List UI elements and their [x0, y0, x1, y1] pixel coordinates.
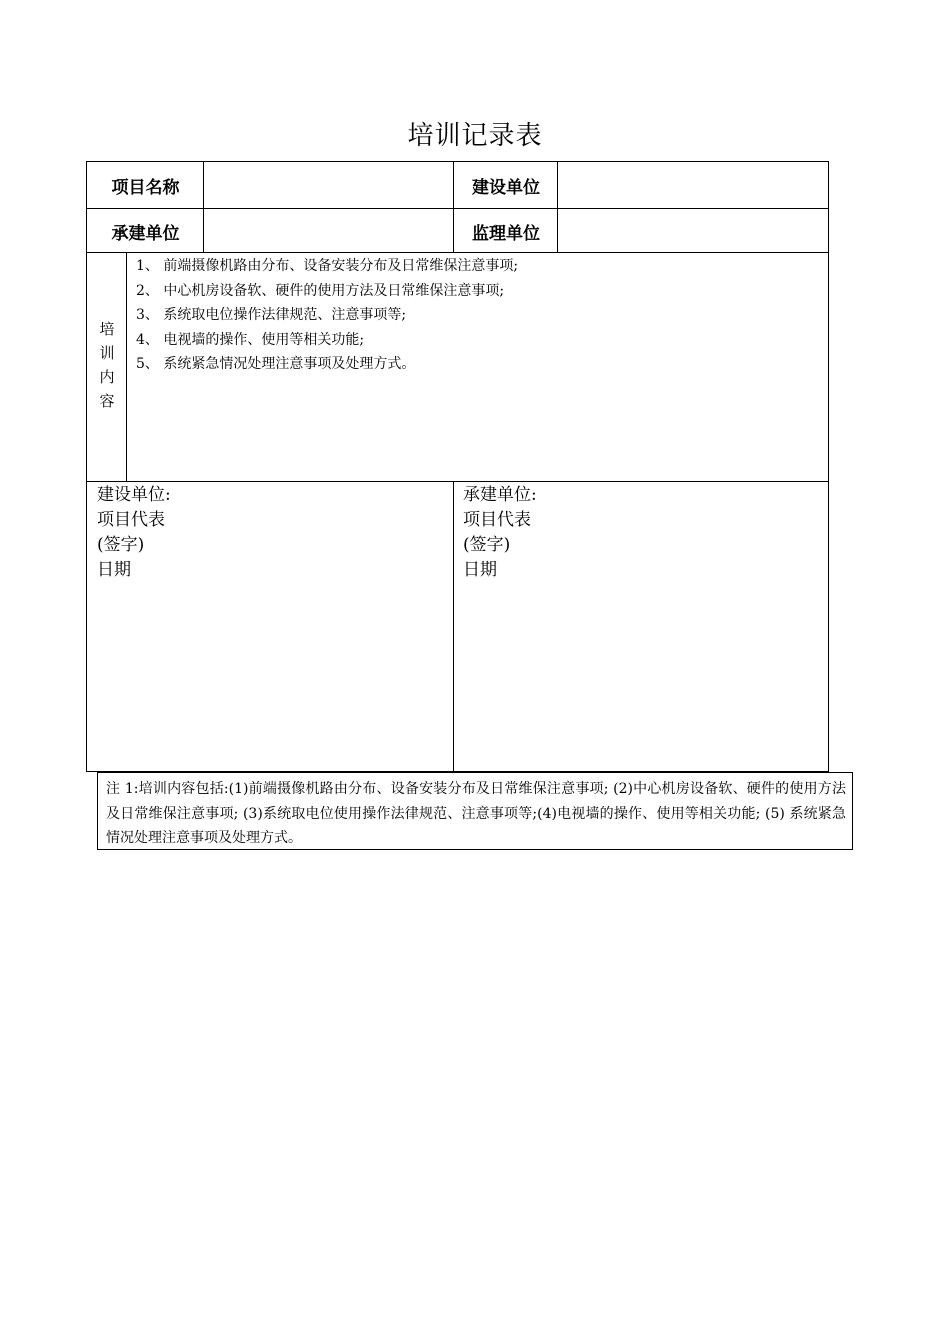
- training-content-body: [136, 254, 826, 480]
- footnote: 注 1:培训内容包括:(1)前端摄像机路由分布、设备安装分布及日常维保注意事项; (2)中心机房设备软、硬件的使用方法及日常维保注意事项; (3)系统取电位使用操作法律规范、注意事项等;(4)电视墙的操作、使用等相关功能; (5) 系统紧急情况处理注意事项及处理方式。: [97, 772, 853, 850]
- signature-sign-label: (签字): [97, 535, 145, 555]
- contractor-signature: [463, 483, 823, 769]
- list-item: 4、 电视墙的操作、使用等相关功能;: [136, 331, 365, 348]
- training-content-label-char: 内: [99, 368, 115, 386]
- signature-rep-label: 项目代表: [97, 510, 165, 530]
- signature-sign-label: (签字): [463, 535, 511, 555]
- signature-date-label: 日期: [97, 560, 131, 580]
- document-title: 培训记录表: [407, 121, 543, 151]
- list-item: 5、 系统紧急情况处理注意事项及处理方式。: [136, 356, 416, 372]
- column-divider: [453, 481, 454, 772]
- signature-unit-label: 承建单位:: [463, 485, 537, 505]
- list-item: 2、 中心机房设备软、硬件的使用方法及日常维保注意事项;: [136, 282, 505, 299]
- supervision-unit-label: 监理单位: [472, 223, 540, 244]
- list-item: 3、 系统取电位操作法律规范、注意事项等;: [136, 307, 407, 323]
- training-content-label: [87, 317, 127, 427]
- training-content-label-char: 训: [99, 344, 115, 362]
- construction-unit-signature: [97, 483, 447, 769]
- supervision-unit-field[interactable]: [558, 209, 828, 253]
- project-name-label: 项目名称: [111, 178, 180, 198]
- construction-unit-label: 建设单位: [472, 178, 540, 198]
- contractor-field[interactable]: [204, 209, 454, 253]
- training-content-label-char: 容: [99, 392, 115, 410]
- training-record-form: [86, 161, 829, 772]
- training-content-label-char: 培: [99, 320, 115, 338]
- contractor-label: 承建单位: [111, 223, 180, 244]
- signature-unit-label: 建设单位:: [97, 485, 171, 505]
- signature-rep-label: 项目代表: [463, 510, 531, 530]
- training-content-list: [136, 254, 826, 377]
- row-divider: [87, 481, 828, 482]
- construction-unit-field[interactable]: [558, 162, 828, 209]
- project-name-field[interactable]: [204, 162, 454, 209]
- signature-date-label: 日期: [463, 560, 497, 580]
- list-item: 1、 前端摄像机路由分布、设备安装分布及日常维保注意事项;: [136, 258, 519, 274]
